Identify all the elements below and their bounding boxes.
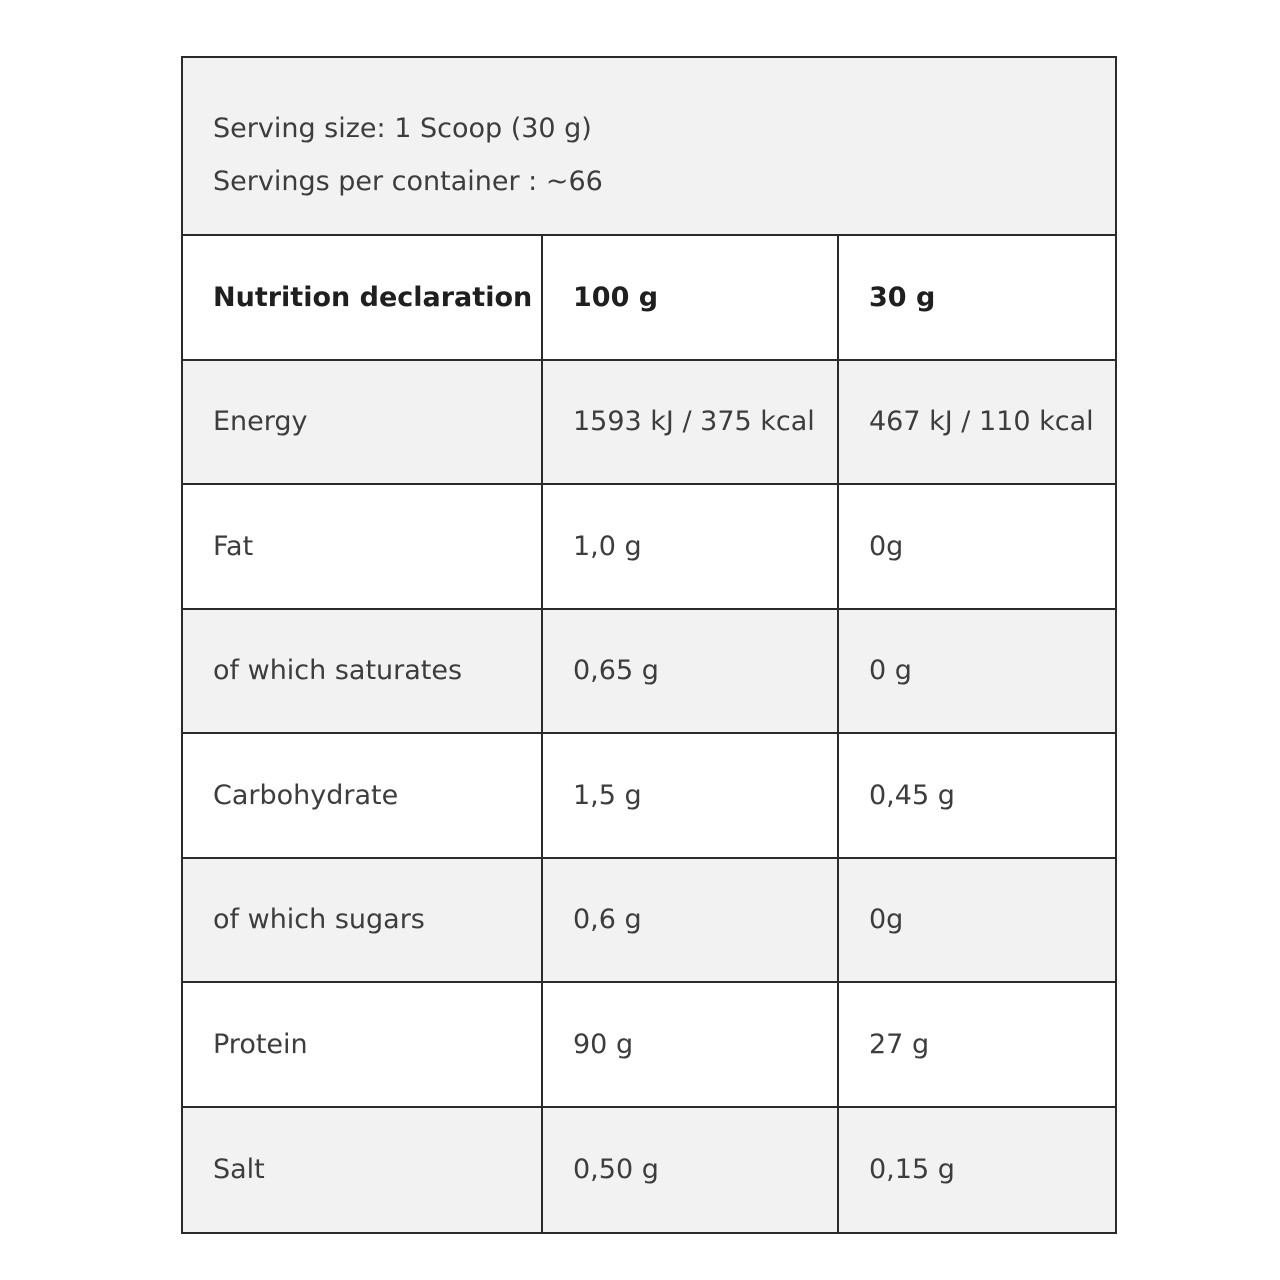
row-label: Energy	[183, 361, 543, 484]
row-value-100g: 1,0 g	[543, 485, 839, 608]
header-30g: 30 g	[869, 281, 936, 313]
row-value-30g: 0g	[869, 904, 904, 936]
row-value-100g: 0,65 g	[543, 610, 839, 733]
nutrition-table	[181, 56, 1117, 1234]
row-value-30g: 467 kJ / 110 kcal	[869, 406, 1094, 438]
row-value-100g: 1593 kJ / 375 kcal	[543, 361, 839, 484]
row-value-100g: 90 g	[543, 983, 839, 1106]
header-100g: 100 g	[543, 236, 839, 359]
header-nutrition-declaration: Nutrition declaration	[183, 236, 543, 359]
serving-size: Serving size: 1 Scoop (30 g)	[213, 113, 592, 144]
row-value-30g: 0,45 g	[869, 779, 955, 811]
row-label: Carbohydrate	[183, 734, 543, 857]
row-value-100g: 0,50 g	[543, 1108, 839, 1233]
row-label: of which sugars	[183, 859, 543, 982]
row-value-30g: 0g	[869, 530, 904, 562]
row-value-30g: 27 g	[869, 1028, 930, 1060]
row-label: Protein	[183, 983, 543, 1106]
table-row-saturates	[183, 610, 1115, 735]
row-value-100g: 1,5 g	[543, 734, 839, 857]
table-row-salt	[183, 1108, 1115, 1233]
serving-info	[183, 58, 1115, 236]
table-row-fat	[183, 485, 1115, 610]
table-row-protein	[183, 983, 1115, 1108]
servings-per-container: Servings per container : ~66	[213, 166, 603, 197]
row-label: of which saturates	[183, 610, 543, 733]
table-header-row	[183, 236, 1115, 361]
table-row-carbohydrate	[183, 734, 1115, 859]
row-value-30g: 0 g	[869, 655, 912, 687]
row-label: Fat	[183, 485, 543, 608]
row-value-30g: 0,15 g	[869, 1154, 955, 1186]
table-row-sugars	[183, 859, 1115, 984]
row-value-100g: 0,6 g	[543, 859, 839, 982]
row-label: Salt	[183, 1108, 543, 1233]
table-row-energy	[183, 361, 1115, 486]
